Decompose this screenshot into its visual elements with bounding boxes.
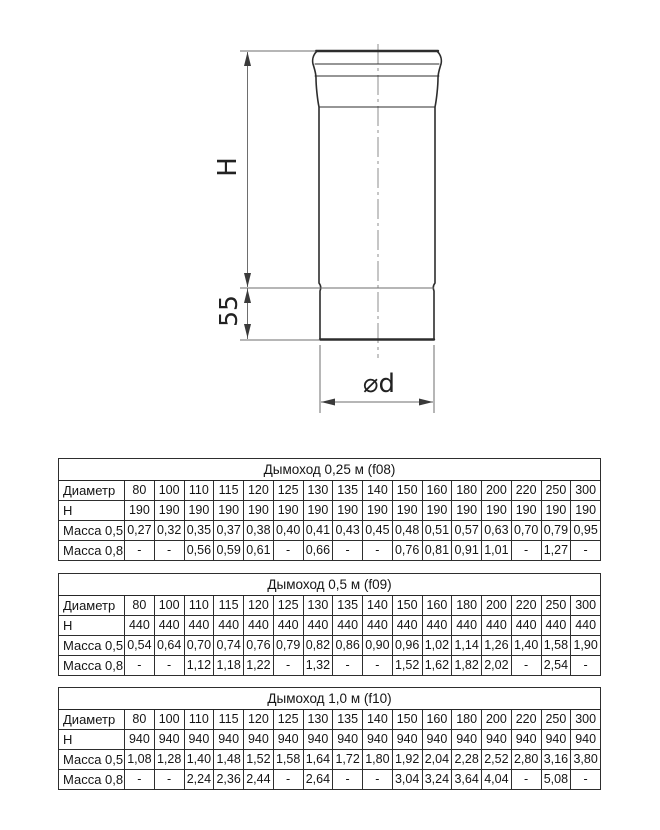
table-cell: 1,18 (214, 656, 244, 676)
table-row (59, 596, 601, 616)
table-cell: 440 (184, 616, 214, 636)
table-cell: 160 (422, 596, 452, 616)
row-header: Масса 0,5 (59, 636, 125, 656)
row-header: Диаметр (59, 596, 125, 616)
table-cell: 1,58 (541, 636, 571, 656)
table-cell: 1,40 (511, 636, 541, 656)
row-header: H (59, 616, 125, 636)
table-cell: 3,64 (452, 770, 482, 790)
table-cell: 440 (422, 616, 452, 636)
table-cell: - (363, 541, 393, 561)
table-cell: 2,24 (184, 770, 214, 790)
table-cell: 940 (541, 730, 571, 750)
table-cell: 1,52 (244, 750, 274, 770)
table-cell: - (363, 656, 393, 676)
table-cell: 0,82 (303, 636, 333, 656)
table-cell: - (363, 770, 393, 790)
table-cell: 940 (214, 730, 244, 750)
table-cell: 180 (452, 481, 482, 501)
table-cell: 80 (125, 481, 155, 501)
table-cell: 0,35 (184, 521, 214, 541)
table-cell: 440 (363, 616, 393, 636)
spec-table-f09 (58, 573, 601, 676)
table-cell: 220 (511, 481, 541, 501)
table-cell: 110 (184, 710, 214, 730)
table-cell: 190 (482, 501, 512, 521)
row-header: Диаметр (59, 710, 125, 730)
dimension-55 (240, 288, 434, 340)
table-cell: 1,26 (482, 636, 512, 656)
table-cell: 940 (184, 730, 214, 750)
row-header: H (59, 501, 125, 521)
table-cell: 940 (511, 730, 541, 750)
table-cell: 440 (541, 616, 571, 636)
table-cell: 1,22 (244, 656, 274, 676)
table-cell: 1,02 (422, 636, 452, 656)
table-cell: 190 (392, 501, 422, 521)
table-cell: 440 (571, 616, 601, 636)
table-cell: 180 (452, 710, 482, 730)
table-title-row (59, 459, 601, 481)
table-cell: 1,82 (452, 656, 482, 676)
table-cell: 0,81 (422, 541, 452, 561)
table-cell: 0,54 (125, 636, 155, 656)
table-cell: 130 (303, 481, 333, 501)
table-cell: 200 (482, 481, 512, 501)
table-cell: 190 (571, 501, 601, 521)
spec-table-f08 (58, 458, 601, 561)
table-cell: 1,28 (154, 750, 184, 770)
table-cell: 190 (511, 501, 541, 521)
table-title-row (59, 574, 601, 596)
table-cell: 150 (392, 710, 422, 730)
table-cell: - (125, 656, 155, 676)
table-cell: 440 (273, 616, 303, 636)
table-cell: 440 (244, 616, 274, 636)
table-cell: 940 (273, 730, 303, 750)
table-row (59, 541, 601, 561)
row-header: Масса 0,8 (59, 656, 125, 676)
table-cell: 300 (571, 596, 601, 616)
table-cell: 1,27 (541, 541, 571, 561)
table-cell: 250 (541, 596, 571, 616)
dimension-label-diameter: ⌀d (362, 369, 396, 399)
table-cell: 100 (154, 481, 184, 501)
table-cell: 1,48 (214, 750, 244, 770)
table-cell: 940 (303, 730, 333, 750)
table-cell: 940 (333, 730, 363, 750)
spec-table-f10 (58, 687, 601, 790)
table-cell: 1,90 (571, 636, 601, 656)
table-cell: 150 (392, 596, 422, 616)
table-cell: 3,80 (571, 750, 601, 770)
table-row (59, 730, 601, 750)
table-cell: 0,45 (363, 521, 393, 541)
table-cell: 1,32 (303, 656, 333, 676)
table-cell: 2,02 (482, 656, 512, 676)
table-cell: 300 (571, 481, 601, 501)
table-cell: 0,90 (363, 636, 393, 656)
table-cell: 100 (154, 596, 184, 616)
table-cell: 2,64 (303, 770, 333, 790)
table-cell: 125 (273, 710, 303, 730)
table-cell: 220 (511, 710, 541, 730)
table-cell: - (571, 656, 601, 676)
table-cell: 0,64 (154, 636, 184, 656)
table-cell: 940 (244, 730, 274, 750)
table-cell: 130 (303, 596, 333, 616)
table-cell: 2,44 (244, 770, 274, 790)
table-cell: 1,62 (422, 656, 452, 676)
table-cell: - (571, 770, 601, 790)
table-row (59, 636, 601, 656)
table-cell: 0,61 (244, 541, 274, 561)
table-cell: 440 (392, 616, 422, 636)
table-cell: 440 (303, 616, 333, 636)
table-cell: 190 (214, 501, 244, 521)
table-cell: 80 (125, 596, 155, 616)
table-row (59, 750, 601, 770)
table-row (59, 521, 601, 541)
table-cell: 0,43 (333, 521, 363, 541)
table-cell: 0,57 (452, 521, 482, 541)
table-row (59, 616, 601, 636)
table-cell: - (154, 770, 184, 790)
table-cell: 190 (333, 501, 363, 521)
table-cell: 440 (125, 616, 155, 636)
table-cell: - (154, 656, 184, 676)
table-cell: 190 (125, 501, 155, 521)
table-cell: 440 (511, 616, 541, 636)
table-cell: 940 (154, 730, 184, 750)
table-cell: - (333, 770, 363, 790)
table-cell: 5,08 (541, 770, 571, 790)
dimension-h (240, 51, 316, 287)
table-cell: 1,52 (392, 656, 422, 676)
table-cell: 190 (422, 501, 452, 521)
table-cell: 300 (571, 710, 601, 730)
table-cell: 190 (363, 501, 393, 521)
table-row (59, 770, 601, 790)
table-cell: 80 (125, 710, 155, 730)
dimension-label-socket: 55 (214, 295, 243, 327)
table-cell: - (511, 541, 541, 561)
table-cell: 0,95 (571, 521, 601, 541)
table-cell: 190 (303, 501, 333, 521)
table-cell: 0,70 (511, 521, 541, 541)
table-cell: 0,76 (244, 636, 274, 656)
table-cell: 440 (452, 616, 482, 636)
table-cell: 3,16 (541, 750, 571, 770)
table-cell: 2,54 (541, 656, 571, 676)
table-cell: - (125, 541, 155, 561)
table-cell: - (273, 770, 303, 790)
table-cell: - (333, 541, 363, 561)
table-cell: 0,86 (333, 636, 363, 656)
table-cell: 940 (392, 730, 422, 750)
table-cell: 0,38 (244, 521, 274, 541)
row-header: Масса 0,8 (59, 770, 125, 790)
table-cell: 120 (244, 596, 274, 616)
table-cell: 0,70 (184, 636, 214, 656)
table-cell: 200 (482, 596, 512, 616)
table-cell: 1,80 (363, 750, 393, 770)
table-cell: 0,40 (273, 521, 303, 541)
table-cell: 0,91 (452, 541, 482, 561)
table-cell: 940 (422, 730, 452, 750)
table-cell: 140 (363, 481, 393, 501)
table-cell: 0,63 (482, 521, 512, 541)
table-cell: 160 (422, 481, 452, 501)
table-cell: - (125, 770, 155, 790)
table-cell: 130 (303, 710, 333, 730)
table-cell: 160 (422, 710, 452, 730)
table-cell: 2,28 (452, 750, 482, 770)
table-cell: 0,27 (125, 521, 155, 541)
table-cell: 940 (482, 730, 512, 750)
table-cell: 250 (541, 481, 571, 501)
table-cell: 440 (214, 616, 244, 636)
table-cell: 0,96 (392, 636, 422, 656)
table-cell: 3,04 (392, 770, 422, 790)
table-cell: 0,41 (303, 521, 333, 541)
table-cell: 1,08 (125, 750, 155, 770)
table-row (59, 656, 601, 676)
table-cell: 110 (184, 596, 214, 616)
table-cell: 1,92 (392, 750, 422, 770)
table-cell: 1,58 (273, 750, 303, 770)
table-cell: 0,51 (422, 521, 452, 541)
table-title: Дымоход 1,0 м (f10) (59, 688, 601, 710)
table-cell: 940 (125, 730, 155, 750)
table-cell: 115 (214, 596, 244, 616)
table-cell: - (273, 541, 303, 561)
table-cell: 190 (244, 501, 274, 521)
table-cell: 135 (333, 481, 363, 501)
table-cell: 4,04 (482, 770, 512, 790)
table-cell: 0,76 (392, 541, 422, 561)
table-cell: 140 (363, 710, 393, 730)
table-title: Дымоход 0,25 м (f08) (59, 459, 601, 481)
table-cell: 1,01 (482, 541, 512, 561)
row-header: Масса 0,5 (59, 750, 125, 770)
table-row (59, 481, 601, 501)
table-cell: 0,74 (214, 636, 244, 656)
table-cell: 0,48 (392, 521, 422, 541)
table-cell: 3,24 (422, 770, 452, 790)
table-row (59, 501, 601, 521)
table-cell: 190 (273, 501, 303, 521)
table-cell: 0,59 (214, 541, 244, 561)
table-cell: - (154, 541, 184, 561)
table-cell: 1,14 (452, 636, 482, 656)
table-cell: 190 (541, 501, 571, 521)
table-cell: 220 (511, 596, 541, 616)
table-cell: 190 (154, 501, 184, 521)
table-cell: 125 (273, 481, 303, 501)
table-cell: 0,66 (303, 541, 333, 561)
row-header: H (59, 730, 125, 750)
table-cell: 440 (482, 616, 512, 636)
table-cell: 0,32 (154, 521, 184, 541)
table-cell: - (571, 541, 601, 561)
table-cell: 2,52 (482, 750, 512, 770)
table-cell: 440 (333, 616, 363, 636)
table-cell: 135 (333, 710, 363, 730)
table-cell: 120 (244, 481, 274, 501)
table-cell: 0,79 (273, 636, 303, 656)
table-cell: 1,12 (184, 656, 214, 676)
table-cell: 120 (244, 710, 274, 730)
table-cell: 1,72 (333, 750, 363, 770)
table-cell: - (273, 656, 303, 676)
table-cell: 1,64 (303, 750, 333, 770)
table-cell: - (511, 770, 541, 790)
table-cell: 0,79 (541, 521, 571, 541)
table-cell: 190 (184, 501, 214, 521)
table-cell: 2,04 (422, 750, 452, 770)
table-cell: 940 (571, 730, 601, 750)
table-cell: 200 (482, 710, 512, 730)
table-cell: 940 (363, 730, 393, 750)
table-cell: 0,56 (184, 541, 214, 561)
table-cell: - (511, 656, 541, 676)
table-cell: - (333, 656, 363, 676)
row-header: Масса 0,5 (59, 521, 125, 541)
table-cell: 125 (273, 596, 303, 616)
table-title: Дымоход 0,5 м (f09) (59, 574, 601, 596)
table-cell: 250 (541, 710, 571, 730)
table-cell: 2,80 (511, 750, 541, 770)
table-cell: 100 (154, 710, 184, 730)
table-cell: 940 (452, 730, 482, 750)
table-title-row (59, 688, 601, 710)
pipe-outline (313, 51, 442, 340)
table-cell: 1,40 (184, 750, 214, 770)
table-cell: 140 (363, 596, 393, 616)
dimension-label-height: H (213, 157, 243, 177)
table-cell: 0,37 (214, 521, 244, 541)
table-cell: 135 (333, 596, 363, 616)
table-cell: 440 (154, 616, 184, 636)
table-cell: 150 (392, 481, 422, 501)
table-cell: 190 (452, 501, 482, 521)
table-cell: 115 (214, 710, 244, 730)
row-header: Диаметр (59, 481, 125, 501)
row-header: Масса 0,8 (59, 541, 125, 561)
table-cell: 2,36 (214, 770, 244, 790)
table-row (59, 710, 601, 730)
table-cell: 115 (214, 481, 244, 501)
table-cell: 110 (184, 481, 214, 501)
table-cell: 180 (452, 596, 482, 616)
